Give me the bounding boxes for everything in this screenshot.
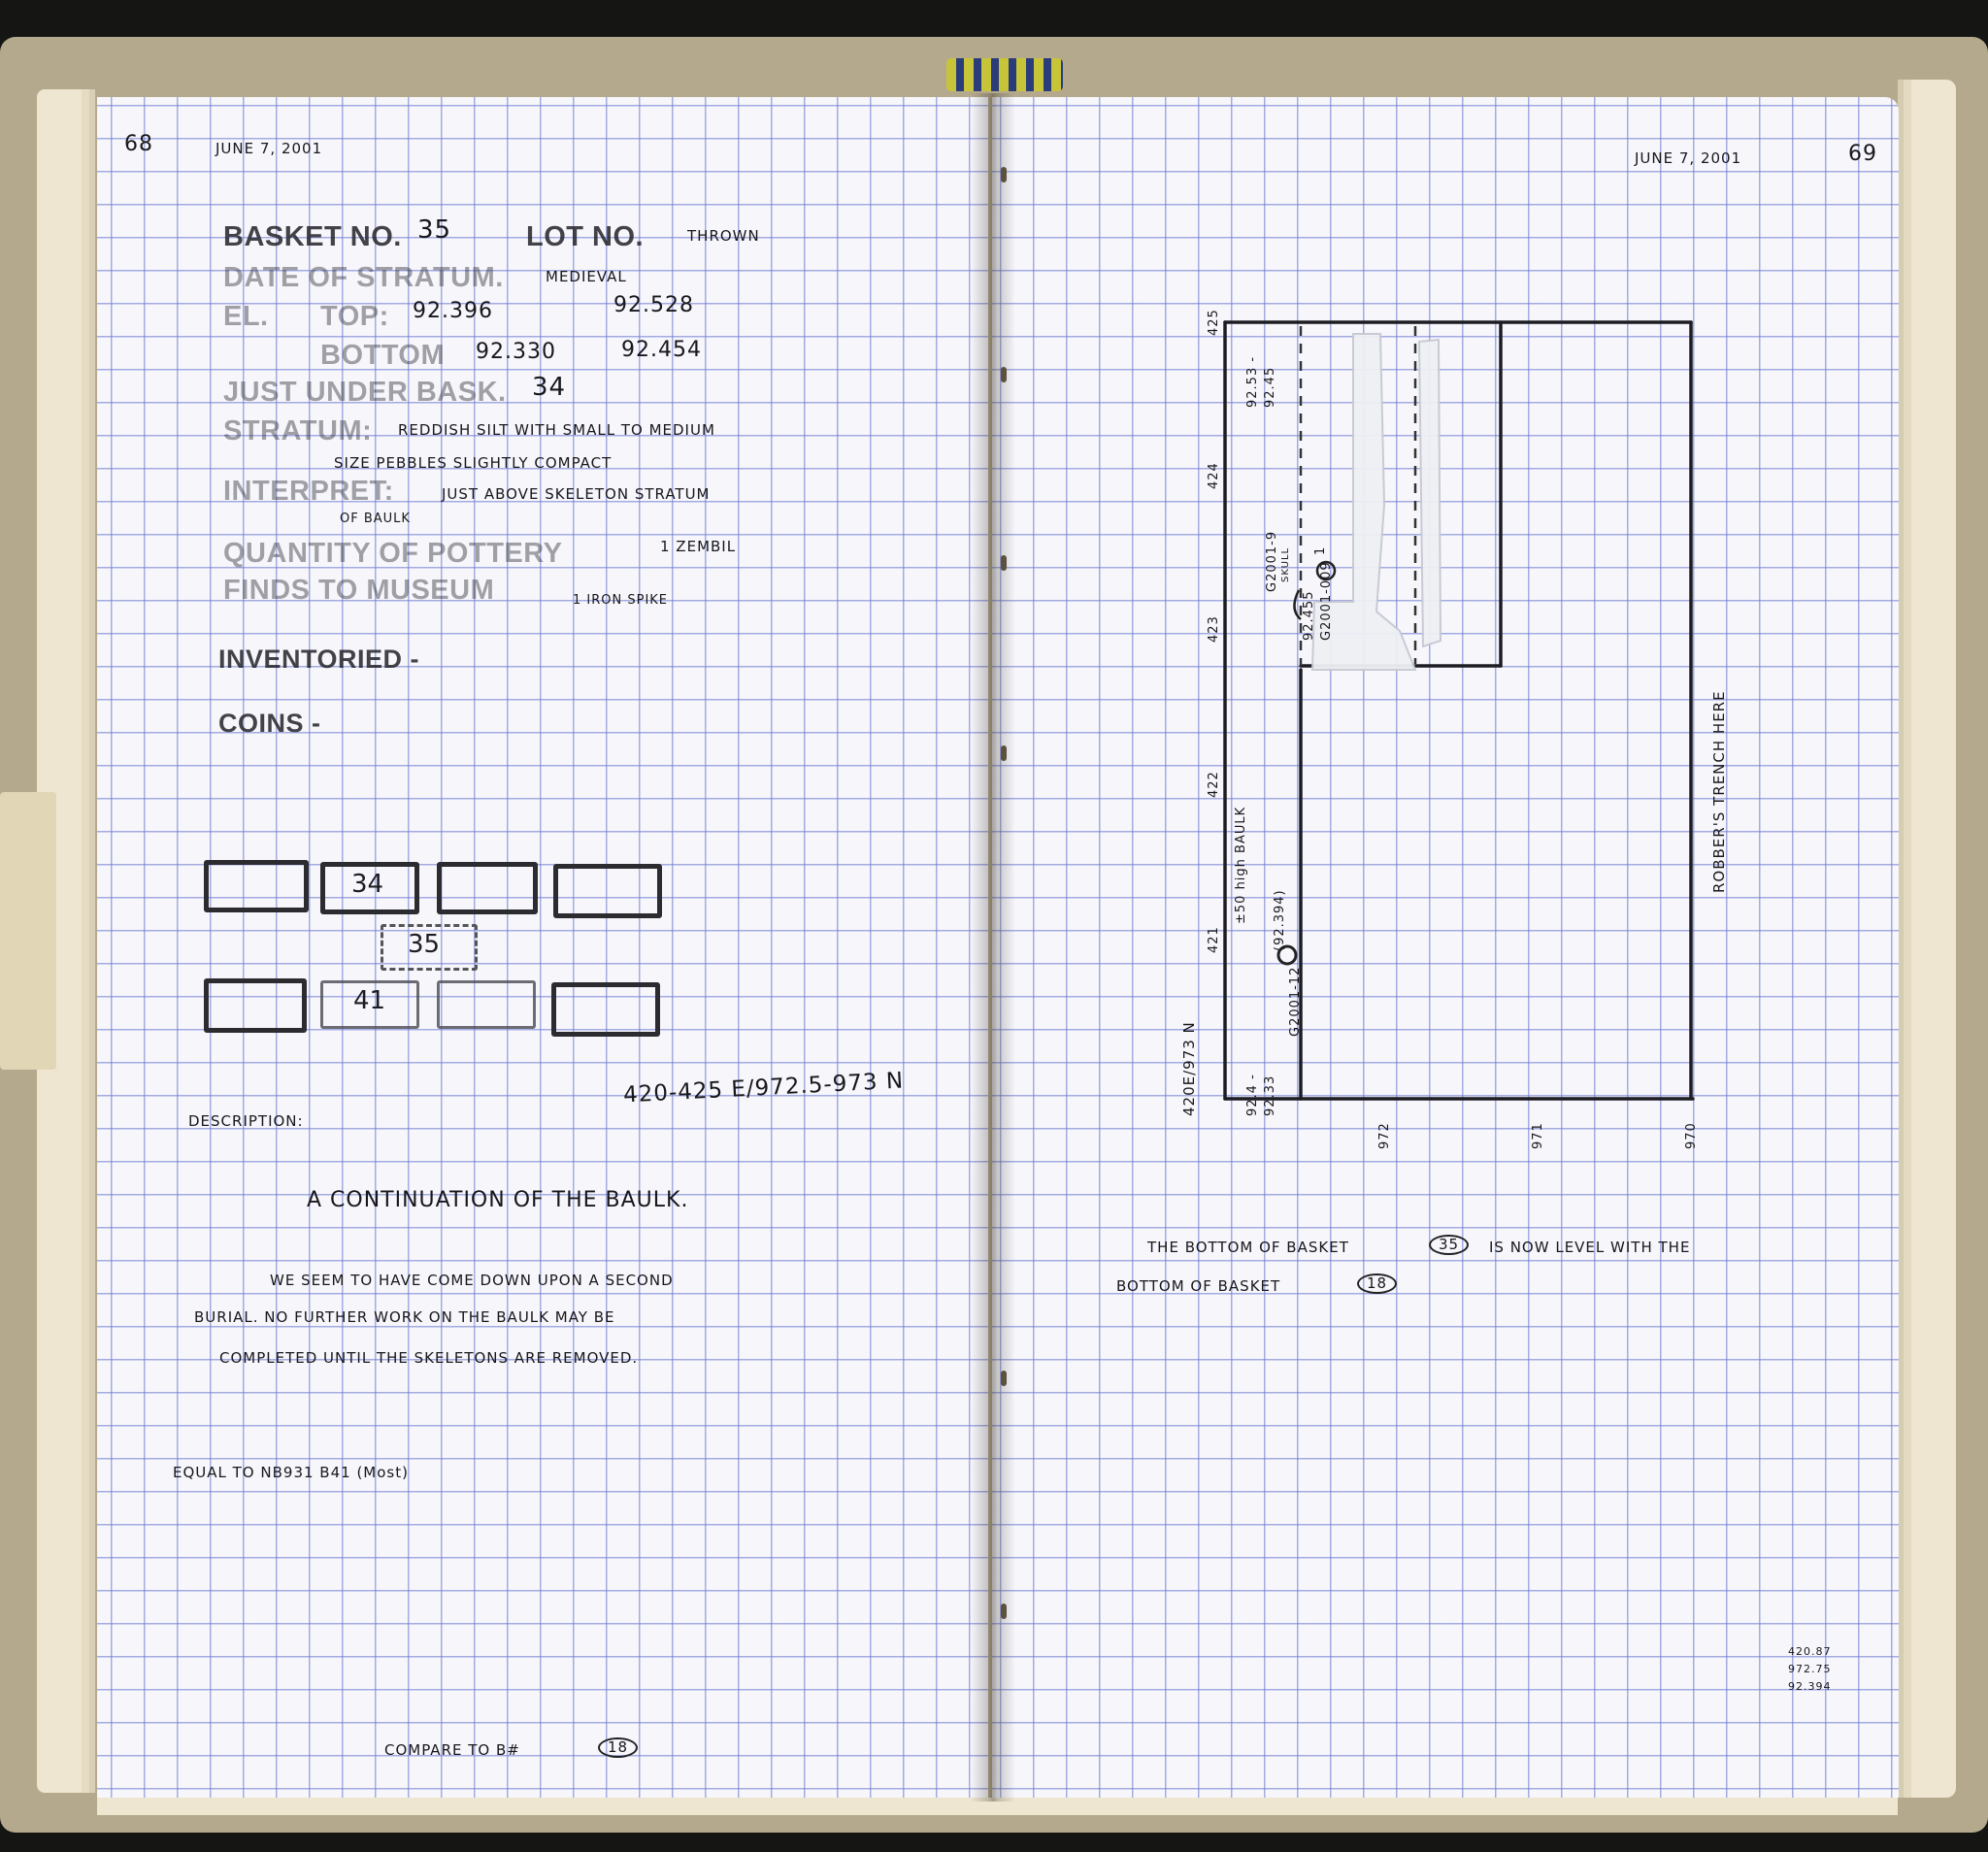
plan-x-label-972: 972	[1377, 1122, 1392, 1149]
page-number-right: 69	[1848, 142, 1877, 166]
page-number-left: 68	[124, 132, 153, 156]
corner-number-1: 420.87	[1788, 1645, 1832, 1658]
plan-y-label-425: 425	[1207, 309, 1221, 336]
pottery-label: QUANTITY OF POTTERY	[223, 538, 563, 569]
left-page	[97, 97, 988, 1798]
interpret-note: OF BAULK	[340, 512, 411, 526]
skull-note: SKULL	[1280, 546, 1291, 582]
binding-stitch	[1001, 1604, 1007, 1619]
compare-value: 18	[598, 1737, 638, 1758]
find-elevation: 92.455	[1302, 590, 1316, 641]
just-under-value: 34	[532, 373, 567, 402]
date-right: JUNE 7, 2001	[1635, 149, 1742, 167]
binding-stitch	[1001, 745, 1007, 761]
bookmark-ribbon	[946, 58, 1063, 91]
description-line-3: BURIAL. NO FURTHER WORK ON THE BAULK MAY BE	[194, 1308, 615, 1326]
plan-elev-bottom-2: 92.33	[1263, 1075, 1277, 1116]
stratum-line-2: SIZE PEBBLES SLIGHTLY COMPACT	[334, 454, 613, 472]
grid-box-bottom-4	[551, 982, 660, 1037]
plan-x-label-971: 971	[1531, 1122, 1545, 1149]
description-line-4: COMPLETED UNTIL THE SKELETONS ARE REMOVED.	[219, 1349, 639, 1367]
note-part-2: IS NOW LEVEL WITH THE	[1489, 1239, 1691, 1256]
grid-label-bottom: 41	[353, 986, 386, 1015]
pottery-value: 1 ZEMBIL	[660, 538, 737, 555]
top-value-2: 92.528	[613, 293, 694, 317]
plan-elev-bottom-1: 92.4 -	[1245, 1074, 1260, 1116]
skull-label: G2001-9	[1265, 530, 1279, 592]
grid-label-top: 34	[351, 870, 384, 899]
note-part-1: THE BOTTOM OF BASKET	[1147, 1239, 1349, 1256]
plan-y-label-422: 422	[1207, 771, 1221, 798]
right-page-edges	[1898, 80, 1956, 1798]
plan-y-label-421: 421	[1207, 926, 1221, 953]
description-line-1: A CONTINUATION OF THE BAULK.	[307, 1188, 689, 1212]
note-basket-2: 18	[1357, 1273, 1397, 1294]
bottom-label: BOTTOM	[320, 340, 446, 371]
grid-box-bottom-1	[204, 978, 307, 1033]
plan-x-label-970: 970	[1684, 1122, 1699, 1149]
corner-number-2: 972.75	[1788, 1663, 1832, 1675]
binding-stitch	[1001, 367, 1007, 382]
skeleton-white-patch-2	[1419, 340, 1441, 646]
find-id: G2001-009	[1319, 561, 1334, 641]
binding-stitch	[1001, 167, 1007, 182]
robbers-trench-label: ROBBER'S TRENCH HERE	[1710, 690, 1728, 893]
point-elevation: (92.394)	[1273, 889, 1287, 951]
date-of-stratum-value: MEDIEVAL	[546, 268, 627, 285]
basket-value: 35	[417, 215, 452, 245]
plan-elev-top-2: 92.45	[1263, 366, 1277, 408]
interpret-value: JUST ABOVE SKELETON STRATUM	[442, 485, 711, 503]
baulk-label: ±50 high BAULK	[1234, 806, 1248, 924]
trench-plan-drawing	[992, 97, 1899, 1798]
coins-label: COINS -	[218, 709, 321, 738]
just-under-label: JUST UNDER BASK.	[223, 377, 507, 408]
ribbon-strap	[0, 792, 56, 1070]
date-left: JUNE 7, 2001	[215, 140, 323, 157]
elevation-label: EL.	[223, 301, 269, 332]
lot-value: THROWN	[687, 227, 760, 245]
top-value-1: 92.396	[413, 299, 493, 323]
compare-text: COMPARE TO B#	[384, 1741, 520, 1759]
finds-label: FINDS TO MUSEUM	[223, 575, 495, 606]
interpret-label: INTERPRET:	[223, 476, 394, 507]
plan-elev-top-1: 92.53 -	[1245, 355, 1260, 408]
grid-box-top-4	[553, 864, 662, 918]
stratum-label: STRATUM:	[223, 415, 373, 446]
note-basket-1: 35	[1429, 1235, 1469, 1255]
grid-box-top-3	[437, 862, 538, 914]
right-page	[992, 97, 1899, 1798]
description-line-2: WE SEEM TO HAVE COME DOWN UPON A SECOND	[270, 1272, 674, 1289]
note-part-3: BOTTOM OF BASKET	[1116, 1277, 1281, 1295]
date-of-stratum-label: DATE OF STRATUM.	[223, 262, 504, 293]
find-number: 1	[1313, 546, 1328, 555]
bottom-value-2: 92.454	[621, 338, 702, 362]
inventoried-label: INVENTORIED -	[218, 645, 420, 674]
coordinates: 420-425 E/972.5-973 N	[622, 1068, 905, 1108]
basket-label: BASKET NO.	[223, 221, 402, 252]
grid-label-center: 35	[408, 930, 441, 959]
equal-to-note: EQUAL TO NB931 B41 (Most)	[173, 1464, 409, 1481]
plan-corner-label: 420E/973 N	[1180, 1021, 1198, 1116]
lot-label: LOT NO.	[526, 221, 645, 252]
stratum-line-1: REDDISH SILT WITH SMALL TO MEDIUM	[398, 421, 715, 439]
plan-y-label-423: 423	[1207, 615, 1221, 643]
spine-gutter	[971, 93, 1015, 1802]
bottom-value-1: 92.330	[476, 340, 556, 364]
point-id: G2001-12	[1288, 966, 1303, 1037]
binding-stitch	[1001, 555, 1007, 571]
description-label: DESCRIPTION:	[188, 1112, 304, 1130]
top-label: TOP:	[320, 301, 389, 332]
binding-stitch	[1001, 1371, 1007, 1386]
plan-y-label-424: 424	[1207, 462, 1221, 489]
grid-box-bottom-3	[437, 980, 536, 1029]
corner-number-3: 92.394	[1788, 1680, 1832, 1693]
finds-value: 1 IRON SPIKE	[573, 593, 669, 608]
grid-box-top-1	[204, 860, 309, 912]
